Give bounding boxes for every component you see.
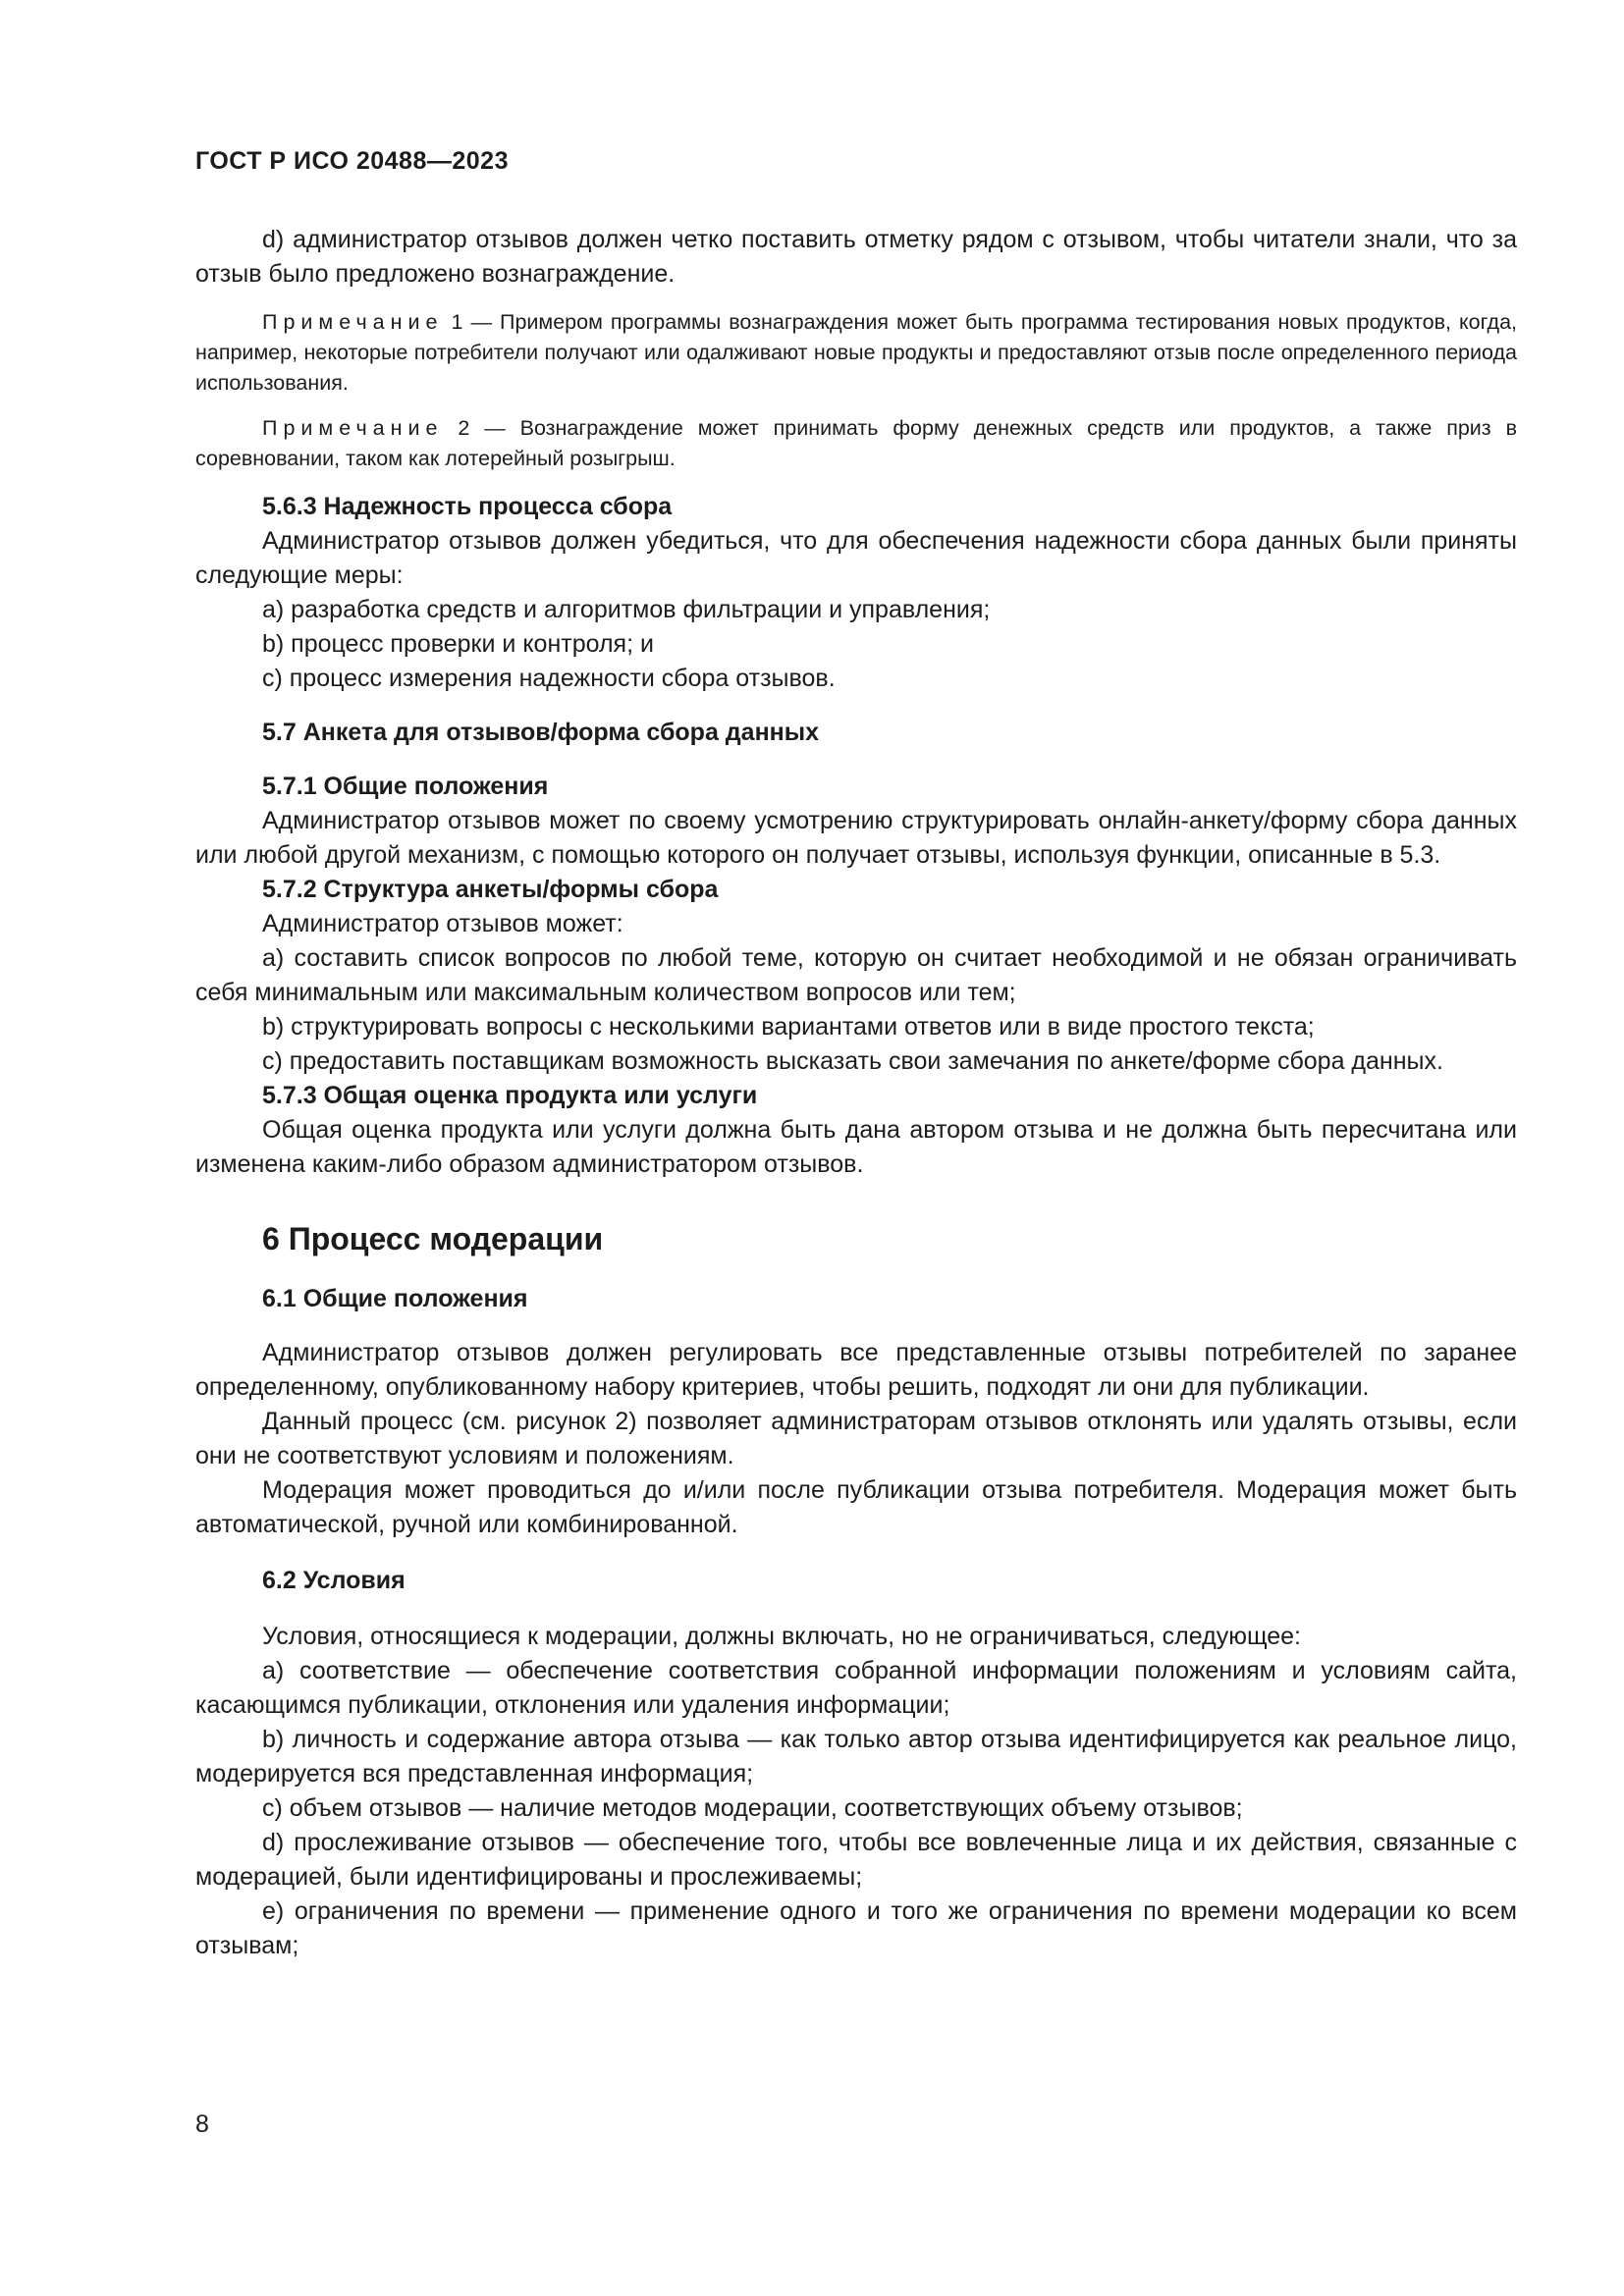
note: [195, 307, 1517, 399]
document-body: [195, 223, 1517, 1963]
page-number: 8: [195, 2110, 209, 2138]
note-text: 2 — Вознаграждение может принимать форму денежных средств или продуктов, а также приз в соревновании, таком как лотерейный розыгрыш.: [195, 416, 1517, 470]
list-item: b) личность и содержание автора отзыва — как только автор отзыва идентифицируется как реальное лицо, модерируется вся представленная информация;: [195, 1726, 1517, 1788]
note-label: Примечание: [262, 416, 444, 440]
list-item: b) структурировать вопросы с несколькими вариантами ответов или в виде простого текста;: [262, 1013, 1315, 1041]
document-header: ГОСТ Р ИСО 20488—2023: [195, 147, 509, 175]
paragraph: Администратор отзывов может по своему усмотрению структурировать онлайн-анкету/форму сбора данных или любой другой механизм, с помощью которого он получает отзывы, используя функции, описанные в 5.3.: [195, 807, 1517, 869]
list-item: a) разработка средств и алгоритмов фильтрации и управления;: [262, 596, 991, 623]
section-heading: 5.6.3 Надежность процесса сбора: [262, 493, 673, 520]
list-item: a) соответствие — обеспечение соответствия собранной информации положениям и условиям сайта, касающимся публикации, отклонения или удаления информации;: [195, 1657, 1517, 1719]
chapter-heading: 6 Процесс модерации: [262, 1221, 604, 1256]
list-item: c) объем отзывов — наличие методов модерации, соответствующих объему отзывов;: [262, 1794, 1243, 1822]
list-item: c) предоставить поставщикам возможность высказать свои замечания по анкете/форме сбора данных.: [262, 1047, 1443, 1075]
paragraph: d) администратор отзывов должен четко поставить отметку рядом с отзывом, чтобы читатели знали, что за отзыв было предложено вознаграждение.: [195, 226, 1517, 288]
note: [195, 413, 1517, 474]
list-item: b) процесс проверки и контроля; и: [262, 630, 654, 658]
list-item: e) ограничения по времени — применение одного и того же ограничения по времени модерации ко всем отзывам;: [195, 1897, 1517, 1959]
note-label: Примечание: [262, 310, 444, 334]
list-item: a) составить список вопросов по любой теме, которую он считает необходимой и не обязан ограничивать себя минимальным или максимальным количеством вопросов или тем;: [195, 944, 1517, 1006]
paragraph: Администратор отзывов может:: [262, 910, 623, 937]
list-item: d) прослеживание отзывов — обеспечение того, чтобы все вовлеченные лица и их действия, связанные с модерацией, были идентифицированы и прослеживаемы;: [195, 1829, 1517, 1891]
paragraph: Данный процесс (см. рисунок 2) позволяет администраторам отзывов отклонять или удалять отзывы, если они не соответствуют условиям и положениям.: [195, 1408, 1517, 1469]
paragraph: Общая оценка продукта или услуги должна быть дана автором отзыва и не должна быть пересчитана или изменена каким-либо образом администратором отзывов.: [195, 1116, 1517, 1178]
section-heading: 5.7.2 Структура анкеты/формы сбора: [262, 876, 719, 903]
paragraph: Администратор отзывов должен убедиться, что для обеспечения надежности сбора данных были приняты следующие меры:: [195, 527, 1517, 589]
section-heading: 5.7 Анкета для отзывов/форма сбора данных: [262, 719, 820, 746]
note-text: 1 — Примером программы вознаграждения может быть программа тестирования новых продуктов, когда, например, некоторые потребители получают или одалживают новые продукты и предоставляют отзыв после определенного периода использования.: [195, 310, 1517, 395]
paragraph: Условия, относящиеся к модерации, должны включать, но не ограничиваться, следующее:: [262, 1623, 1301, 1650]
list-item: c) процесс измерения надежности сбора отзывов.: [262, 665, 836, 692]
paragraph: Администратор отзывов должен регулировать все представленные отзывы потребителей по заранее определенному, опубликованному набору критериев, чтобы решить, подходят ли они для публикации.: [195, 1339, 1517, 1401]
section-heading: 5.7.1 Общие положения: [262, 773, 549, 800]
section-heading: 6.1 Общие положения: [262, 1285, 528, 1312]
section-heading: 5.7.3 Общая оценка продукта или услуги: [262, 1082, 758, 1109]
section-heading: 6.2 Условия: [262, 1567, 406, 1594]
paragraph: Модерация может проводиться до и/или после публикации отзыва потребителя. Модерация может быть автоматической, ручной или комбинированной.: [195, 1476, 1517, 1538]
